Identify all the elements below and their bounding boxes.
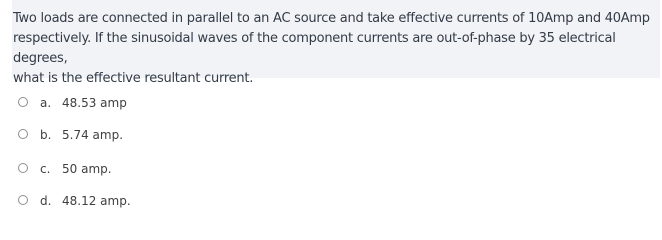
option-letter: c. xyxy=(40,162,51,176)
option-letter: a. xyxy=(40,96,52,110)
option-letter: d. xyxy=(40,194,52,208)
option-label: 50 amp. xyxy=(62,162,112,176)
question-line: Two loads are connected in parallel to an AC source and take effective currents of 10Amp and 40Amp xyxy=(13,11,650,26)
option-label: 5.74 amp. xyxy=(62,128,124,142)
answer-option-d[interactable] xyxy=(18,191,318,211)
radio-button-icon[interactable] xyxy=(18,97,28,107)
option-label: 48.53 amp xyxy=(62,96,127,110)
radio-button-icon[interactable] xyxy=(18,163,28,173)
answer-option-a[interactable] xyxy=(18,93,318,113)
question-line: what is the effective resultant current. xyxy=(13,71,254,86)
radio-button-icon[interactable] xyxy=(18,195,28,205)
radio-button-icon[interactable] xyxy=(18,129,28,139)
option-label: 48.12 amp. xyxy=(62,194,131,208)
question-line: respectively. If the sinusoidal waves of the component currents are out-of-phase by 35 electrical degrees, xyxy=(13,31,616,66)
option-letter: b. xyxy=(40,128,52,142)
answer-option-c[interactable] xyxy=(18,159,318,179)
answer-option-b[interactable] xyxy=(18,125,318,145)
